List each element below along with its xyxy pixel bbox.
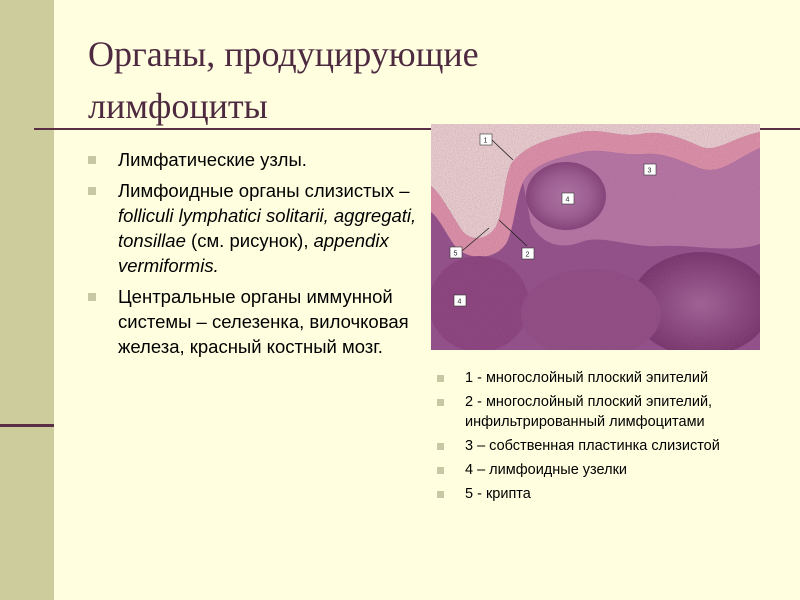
figure-label-5-text: 5 <box>453 250 458 258</box>
legend-item <box>431 392 761 432</box>
figure-label-4-lower-text: 4 <box>457 298 462 306</box>
tonsil-micrograph <box>431 124 760 350</box>
histology-image <box>431 124 760 350</box>
legend-text: 3 – собственная пластинка слизистой <box>465 438 720 454</box>
bullet-text: Лимфатические узлы. <box>118 149 307 170</box>
figure-label-1-text: 1 <box>483 137 488 145</box>
figure-label-3 <box>644 164 656 175</box>
figure-label-2 <box>522 248 534 259</box>
bullet-square-icon <box>88 187 96 195</box>
side-accent-bar <box>0 0 54 600</box>
bullet-text: Лимфоидные органы слизистых – <box>118 180 410 201</box>
figure-label-5 <box>450 247 462 258</box>
bullet-square-icon <box>437 443 444 450</box>
bullet-item <box>88 147 418 172</box>
bullet-item <box>88 284 418 359</box>
figure-label-2-text: 2 <box>525 251 530 259</box>
legend-text: 5 - крипта <box>465 486 531 502</box>
side-accent-rule <box>0 424 54 427</box>
bullet-square-icon <box>88 156 96 164</box>
legend-item <box>431 484 761 504</box>
bullet-item <box>88 178 418 278</box>
bullet-square-icon <box>437 375 444 382</box>
bullet-square-icon <box>88 293 96 301</box>
bullet-text: (см. рисунок), <box>185 230 314 251</box>
figure-legend <box>431 368 761 508</box>
legend-text: 4 – лимфоидные узелки <box>465 462 628 478</box>
figure-label-4-upper <box>562 193 574 204</box>
bullet-square-icon <box>437 399 444 406</box>
slide-title: Органы, продуцирующие лимфоциты <box>88 34 479 126</box>
legend-item <box>431 436 761 456</box>
bullet-list <box>88 147 418 365</box>
figure-label-4-lower <box>454 295 466 306</box>
latin-term: appendix vermiformis. <box>118 230 389 276</box>
bullet-text: Центральные органы иммунной системы – селезенка, вилочковая железа, красный костный мозг. <box>118 286 409 357</box>
legend-text: 2 - многослойный плоский эпителий, инфильтрированный лимфоцитами <box>465 394 713 430</box>
legend-text: 1 - многослойный плоский эпителий <box>465 370 709 386</box>
bullet-square-icon <box>437 491 444 498</box>
figure-label-3-text: 3 <box>647 167 652 175</box>
bullet-square-icon <box>437 467 444 474</box>
figure-label-1 <box>480 134 492 145</box>
legend-item <box>431 460 761 480</box>
latin-term: folliculi lymphatici solitarii, aggregati, tonsillae <box>118 205 417 251</box>
figure-label-4-upper-text: 4 <box>565 196 570 204</box>
legend-item <box>431 368 761 388</box>
